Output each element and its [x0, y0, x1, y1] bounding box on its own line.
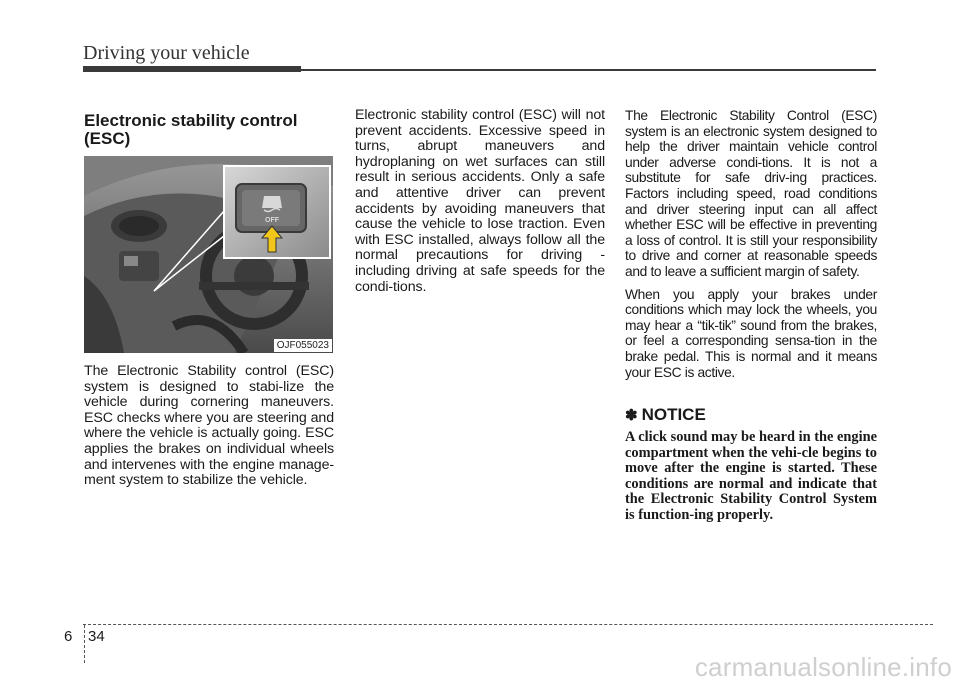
- notice-title: NOTICE: [641, 405, 706, 425]
- column-right: [625, 108, 877, 524]
- footer-rule: [83, 624, 933, 625]
- column-left-text: [84, 364, 334, 489]
- dashboard-illustration: [84, 156, 333, 353]
- header-rule-thin: [301, 69, 876, 71]
- section-heading-line2: (ESC): [84, 129, 131, 148]
- section-heading-line1: Electronic stability control: [84, 111, 298, 130]
- esc-brake-paragraph: When you apply your brakes under conditions which may lock the wheels, you may hear a “tik-tik” sound from the brakes, or feel a corresponding sensa-tion in the brake pedal. This is normal and it means your ESC is active.: [625, 286, 877, 380]
- column-left: [84, 108, 334, 148]
- notice-heading: [625, 406, 877, 425]
- column-middle: [355, 108, 605, 295]
- page-number: 34: [88, 628, 105, 645]
- off-label: OFF: [265, 217, 279, 224]
- figure-caption: OJF055023: [274, 339, 332, 352]
- esc-description-paragraph: The Electronic Stability control (ESC) system is designed to stabi-lize the vehicle during cornering maneuvers. ESC checks where you are steering and where the vehicle is actually going. ESC applies the brakes on individual wheels and intervenes with the engine manage-ment system to stabilize the vehicle.: [84, 363, 334, 489]
- notice-text: A click sound may be heard in the engine compartment when the vehi-cle begins to move after the engine is started. These conditions are normal and indicate that the Electronic Stability Control System is function-ing properly.: [625, 429, 877, 524]
- esc-figure: [84, 156, 333, 353]
- notice-star-icon: ✽: [625, 407, 638, 425]
- section-heading: [84, 112, 334, 148]
- esc-warning-paragraph: Electronic stability control (ESC) will not prevent accidents. Excessive speed in turns, abrupt maneuvers and hydroplaning on wet surfaces can still result in serious accidents. Only a safe and attentive driver can prevent accidents by avoiding maneuvers that cause the vehicle to lose traction. Even with ESC installed, always follow all the normal precautions for driving - including driving at safe speeds for the condi-tions.: [355, 107, 605, 295]
- header-rule-thick: [83, 66, 301, 72]
- header-title: Driving your vehicle: [83, 42, 250, 64]
- footer-divider: [84, 625, 85, 663]
- section-number: 6: [64, 628, 73, 645]
- watermark: carmanualsonline.info: [694, 652, 952, 682]
- esc-system-paragraph: The Electronic Stability Control (ESC) system is an electronic system designed to help the driver maintain vehicle control under adverse condi-tions. It is not a substitute for safe driv-ing practices. Factors including speed, road conditions and driver steering input can all affect whether ESC will be effective in preventing a loss of control. It is still your responsibility to drive and corner at reasonable speeds and to leave a sufficient margin of safety.: [625, 108, 877, 279]
